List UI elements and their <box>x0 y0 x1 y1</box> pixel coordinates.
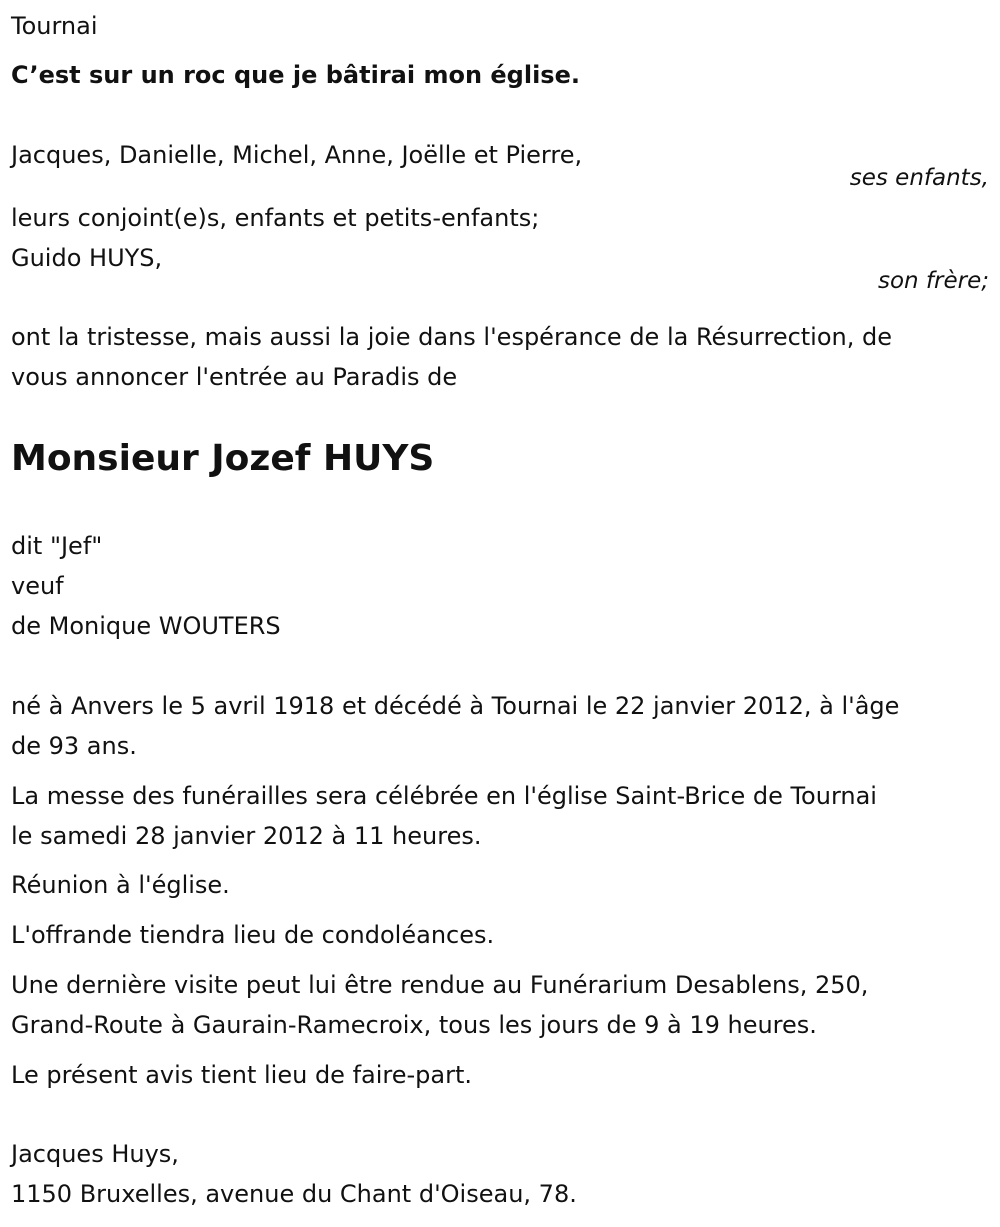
deceased-status: veuf <box>11 572 64 600</box>
bible-verse: C’est sur un roc que je bâtirai mon église. <box>11 61 580 89</box>
children-names: Jacques, Danielle, Michel, Anne, Joëlle et Pierre, <box>11 141 583 169</box>
birth-death-line-1: né à Anvers le 5 avril 1918 et décédé à Tournai le 22 janvier 2012, à l'âge <box>11 692 900 720</box>
contact-address: 1150 Bruxelles, avenue du Chant d'Oiseau, 78. <box>11 1180 577 1208</box>
visit-line-2: Grand-Route à Gaurain-Ramecroix, tous les jours de 9 à 19 heures. <box>11 1011 817 1039</box>
funeral-line-2: le samedi 28 janvier 2012 à 11 heures. <box>11 822 482 850</box>
contact-name: Jacques Huys, <box>11 1140 179 1168</box>
birth-death-line-2: de 93 ans. <box>11 732 137 760</box>
funeral-line-1: La messe des funérailles sera célébrée en l'église Saint-Brice de Tournai <box>11 782 877 810</box>
visit-line-1: Une dernière visite peut lui être rendue au Funérarium Desablens, 250, <box>11 971 869 999</box>
meeting-line: Réunion à l'église. <box>11 871 230 899</box>
deceased-nickname: dit "Jef" <box>11 532 103 560</box>
children-role: ses enfants, <box>849 165 989 191</box>
notice-line: Le présent avis tient lieu de faire-part. <box>11 1061 473 1089</box>
brother-role: son frère; <box>877 268 989 294</box>
deceased-name: Monsieur Jozef HUYS <box>11 438 435 479</box>
announcement-line-1: ont la tristesse, mais aussi la joie dans l'espérance de la Résurrection, de <box>11 323 893 351</box>
announcement-line-2: vous annoncer l'entrée au Paradis de <box>11 363 458 391</box>
deceased-spouse: de Monique WOUTERS <box>11 612 281 640</box>
spouses-line: leurs conjoint(e)s, enfants et petits-enfants; <box>11 204 540 232</box>
offering-line: L'offrande tiendra lieu de condoléances. <box>11 921 495 949</box>
city-label: Tournai <box>11 12 98 40</box>
brother-name: Guido HUYS, <box>11 244 163 272</box>
